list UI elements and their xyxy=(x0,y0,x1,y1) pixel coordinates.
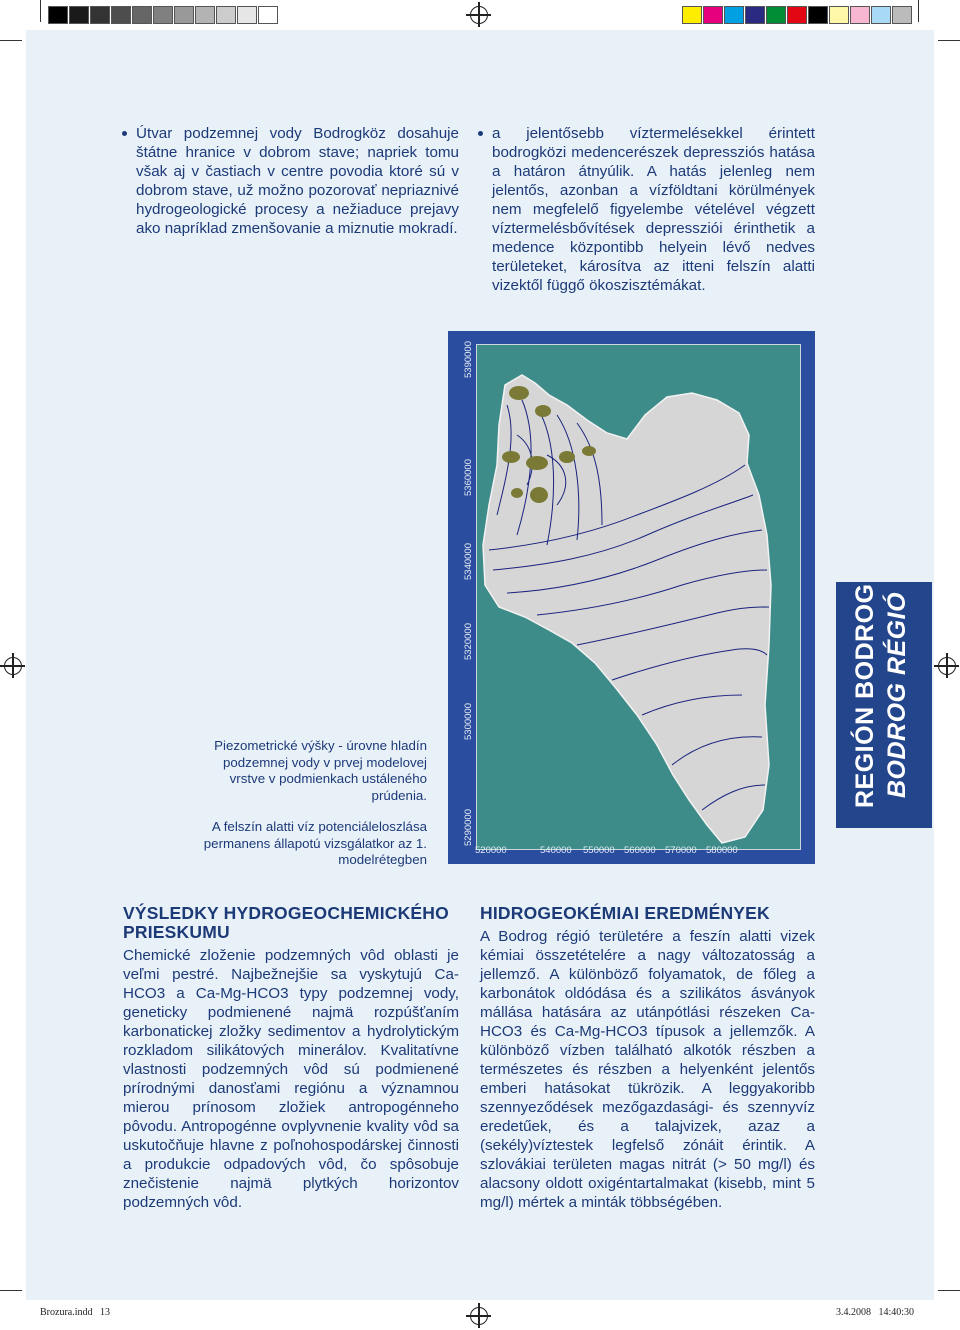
map-x-tick: 580000 xyxy=(706,845,738,856)
region-side-tab xyxy=(836,582,932,828)
color-bar xyxy=(682,6,913,24)
section-body-sk: Chemické zloženie podzemných vôd oblasti je veľmi pestré. Najbežnejšie sa vyskytujú Ca-HCO3 a Ca-Mg-HCO3 typy podzemnej vody, geneticky podmienené najmä rozpúšťaním karbonatickej zložky sedimentov a hydrolytickým rozkladom silikátových minerálov. Kvalitatívne vlastnosti podzemných vôd sú podmienené prírodnými danosťami regiónu a významnou mierou prínosom zložiek antropogénneho pôvodu. Antropogénne ovplyvnenie kvality vôd sa uskutočňuje hlavne z poľnohospodárskej činnosti a produkcie odpadových vôd, čo spôsobuje znečistenie najmä plytkých horizontov podzemných vôd. xyxy=(123,947,459,1211)
map-x-tick: 550000 xyxy=(583,845,615,856)
top-right-paragraph: a jelentősebb víztermelésekkel érintett bodrogközi medencerészek depressziós hatása a határon átnyúlik. A hatás jelenleg nem jelentős, azonban a vízföldtani körülmények nem megfelelő figyelembe vételével végzett víztermelésbővítések depressziói érinthetik a medence központibb helyein lévő nedves területeket, károsítva az itteni felszín alatti vizektől függő ökoszisztémákat. xyxy=(492,124,815,295)
crop-mark xyxy=(40,0,41,22)
registration-mark-icon xyxy=(470,6,488,24)
section-heading-hu: HIDROGEOKÉMIAI EREDMÉNYEK xyxy=(480,903,770,923)
registration-mark-icon xyxy=(938,657,956,675)
map-y-tick: 5360000 xyxy=(463,459,474,496)
bottom-left-section xyxy=(123,904,459,1212)
groundwater-map xyxy=(476,344,801,850)
map-y-tick: 5290000 xyxy=(463,809,474,846)
map-caption-sk: Piezometrické výšky - úrovne hladín podzemnej vody v prvej modelovej vrstve v podmienkach ustáleného prúdenia. xyxy=(214,738,427,803)
registration-mark-icon xyxy=(4,657,22,675)
crop-mark xyxy=(0,40,22,41)
bottom-right-section xyxy=(480,904,815,1212)
map-y-tick: 5300000 xyxy=(463,703,474,740)
bullet-icon xyxy=(122,131,127,136)
map-x-tick: 520000 xyxy=(475,845,507,856)
crop-mark xyxy=(918,0,919,22)
map-y-tick: 5320000 xyxy=(463,623,474,660)
map-x-tick: 540000 xyxy=(540,845,572,856)
region-label-sk: REGIÓN BODROG xyxy=(851,583,879,808)
map-caption-hu: A felszín alatti víz potenciáleloszlása permanens állapotú vizsgálatkor az 1. modelrétegben xyxy=(203,819,427,867)
crop-mark xyxy=(938,1290,960,1291)
map-svg xyxy=(477,345,800,849)
section-heading-sk: VÝSLEDKY HYDROGEOCHEMICKÉHO PRIESKUMU xyxy=(123,903,449,942)
crop-mark xyxy=(938,40,960,41)
map-y-tick: 5390000 xyxy=(463,341,474,378)
footer-file-info: Brozura.indd 13 xyxy=(40,1307,110,1318)
section-body-hu: A Bodrog régió területére a feszín alatti vizek kémiai összetételére a nagy változatosság a jellemző. A különböző folyamatok, de főleg a karbonátok oldódása és a szilikátos ásványok mállása hatására az utánpótlási részeken Ca-HCO3 és Ca-Mg-HCO3 típusok a jellemzők. A különböző vízben található alkotók részben a természetes és részben a helyenként jelentős emberi hatásokat tükrözik. A leggyakoribb szennyeződések mezőgazdasági- és szennyvíz eredetűek, és a talajvizek, azaz a (sekély)víztestek legfelső zónáit érintik. A szlovákiai területen magas nitrát (> 50 mg/l) és alacsony oldott oxigéntartalmakat (kisebb, mint 5 mg/l) mértek a minták többségében. xyxy=(480,928,815,1211)
registration-mark-icon xyxy=(470,1307,488,1325)
region-label-hu: BODROG RÉGIÓ xyxy=(883,591,911,798)
top-left-paragraph: Útvar podzemnej vody Bodrogköz dosahuje štátne hranice v dobrom stave; napriek tomu však aj v častiach v centre povodia ktoré sú v dobrom stave, už možno pozorovať nepriaznivé hydrogeologické procesy a nežiaduce prejavy ako napríklad zmenšovanie a miznutie mokradí. xyxy=(136,124,459,238)
map-x-tick: 560000 xyxy=(624,845,656,856)
bullet-icon xyxy=(478,131,483,136)
grayscale-bar xyxy=(48,6,279,24)
crop-mark xyxy=(0,1290,22,1291)
footer-timestamp: 3.4.2008 14:40:30 xyxy=(836,1307,915,1318)
land-area xyxy=(483,375,771,843)
map-x-tick: 570000 xyxy=(665,845,697,856)
map-y-tick: 5340000 xyxy=(463,543,474,580)
